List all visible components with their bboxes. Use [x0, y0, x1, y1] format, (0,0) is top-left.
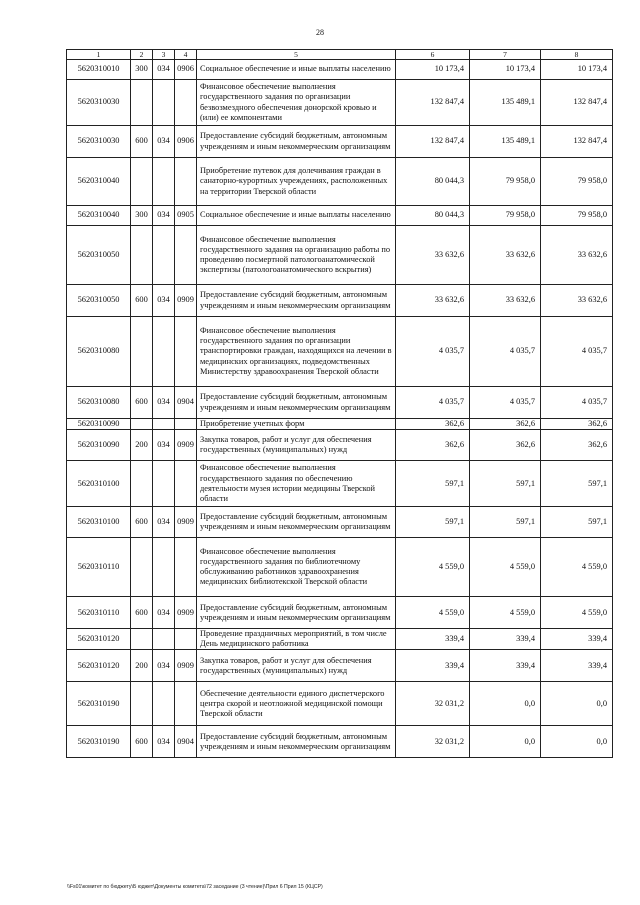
table-row	[67, 126, 613, 158]
cell-amount: 339,4	[396, 629, 470, 650]
table-row	[67, 461, 613, 507]
cell-amount: 4 035,7	[470, 387, 541, 419]
cell-amount: 362,6	[470, 430, 541, 461]
table-row	[67, 682, 613, 726]
cell-section-code	[175, 629, 197, 650]
cell-description: Обеспечение деятельности единого диспетчерского центра скорой и неотложной медицинской помощи Тверской области	[197, 682, 396, 726]
cell-amount: 10 173,4	[470, 60, 541, 80]
cell-department-code: 034	[153, 387, 175, 419]
cell-section-code: 0909	[175, 597, 197, 629]
cell-section-code: 0906	[175, 60, 197, 80]
cell-amount: 4 559,0	[541, 597, 613, 629]
column-number: 4	[175, 50, 197, 60]
cell-description: Финансовое обеспечение выполнения государственного задания по библиотечному обслуживанию работников здравоохранения медицинских библиотекской Тверской области	[197, 538, 396, 597]
cell-section-code	[175, 226, 197, 285]
cell-amount: 339,4	[470, 650, 541, 682]
cell-section-code	[175, 158, 197, 206]
cell-target-code: 5620310080	[67, 387, 131, 419]
cell-department-code	[153, 158, 175, 206]
cell-amount: 362,6	[396, 419, 470, 430]
cell-amount: 339,4	[396, 650, 470, 682]
cell-amount: 33 632,6	[470, 226, 541, 285]
cell-amount: 0,0	[541, 682, 613, 726]
table-row	[67, 430, 613, 461]
cell-amount: 10 173,4	[396, 60, 470, 80]
cell-expense-type	[131, 158, 153, 206]
cell-target-code: 5620310050	[67, 226, 131, 285]
cell-target-code: 5620310030	[67, 126, 131, 158]
budget-table	[66, 49, 613, 758]
cell-amount: 362,6	[396, 430, 470, 461]
cell-amount: 0,0	[470, 682, 541, 726]
cell-description: Закупка товаров, работ и услуг для обеспечения государственных (муниципальных) нужд	[197, 650, 396, 682]
footer-file-path: \\Fs01\комитет по бюджету\Б юджет\Документы комитета\72 заседание (3 чтение)\Прил 6 Прил 15 (КЦСР)	[67, 884, 323, 890]
cell-amount: 362,6	[541, 430, 613, 461]
cell-amount: 4 559,0	[396, 538, 470, 597]
cell-amount: 132 847,4	[396, 80, 470, 126]
cell-description: Предоставление субсидий бюджетным, автономным учреждениям и иным некоммерческим организациям	[197, 126, 396, 158]
cell-section-code: 0905	[175, 206, 197, 226]
cell-description: Предоставление субсидий бюджетным, автономным учреждениям и иным некоммерческим организациям	[197, 726, 396, 758]
cell-amount: 79 958,0	[541, 158, 613, 206]
cell-amount: 597,1	[396, 507, 470, 538]
table-row	[67, 60, 613, 80]
cell-amount: 4 559,0	[396, 597, 470, 629]
cell-expense-type: 600	[131, 387, 153, 419]
cell-section-code	[175, 419, 197, 430]
cell-amount: 135 489,1	[470, 80, 541, 126]
cell-amount: 32 031,2	[396, 726, 470, 758]
cell-amount: 597,1	[396, 461, 470, 507]
column-number: 3	[153, 50, 175, 60]
cell-department-code	[153, 80, 175, 126]
cell-description: Социальное обеспечение и иные выплаты населению	[197, 60, 396, 80]
cell-target-code: 5620310080	[67, 317, 131, 387]
cell-amount: 4 035,7	[470, 317, 541, 387]
cell-description: Проведение праздничных мероприятий, в том числе День медицинского работника	[197, 629, 396, 650]
cell-section-code: 0909	[175, 430, 197, 461]
cell-expense-type: 600	[131, 726, 153, 758]
cell-department-code: 034	[153, 126, 175, 158]
cell-expense-type	[131, 419, 153, 430]
cell-department-code: 034	[153, 650, 175, 682]
cell-expense-type	[131, 80, 153, 126]
cell-expense-type: 600	[131, 597, 153, 629]
cell-amount: 132 847,4	[396, 126, 470, 158]
cell-amount: 597,1	[541, 507, 613, 538]
cell-amount: 4 559,0	[470, 538, 541, 597]
cell-department-code: 034	[153, 597, 175, 629]
cell-amount: 135 489,1	[470, 126, 541, 158]
cell-description: Предоставление субсидий бюджетным, автономным учреждениям и иным некоммерческим организациям	[197, 285, 396, 317]
cell-amount: 4 035,7	[541, 317, 613, 387]
cell-expense-type: 600	[131, 126, 153, 158]
cell-department-code: 034	[153, 206, 175, 226]
cell-section-code	[175, 461, 197, 507]
cell-target-code: 5620310090	[67, 430, 131, 461]
cell-target-code: 5620310190	[67, 726, 131, 758]
cell-section-code: 0906	[175, 126, 197, 158]
cell-expense-type	[131, 317, 153, 387]
cell-expense-type	[131, 682, 153, 726]
cell-department-code: 034	[153, 507, 175, 538]
cell-amount: 362,6	[541, 419, 613, 430]
cell-target-code: 5620310190	[67, 682, 131, 726]
cell-section-code: 0904	[175, 726, 197, 758]
cell-amount: 33 632,6	[396, 285, 470, 317]
column-number: 7	[470, 50, 541, 60]
page-number: 28	[316, 28, 324, 37]
cell-amount: 132 847,4	[541, 126, 613, 158]
cell-description: Предоставление субсидий бюджетным, автономным учреждениям и иным некоммерческим организациям	[197, 597, 396, 629]
column-number: 6	[396, 50, 470, 60]
cell-amount: 4 035,7	[396, 317, 470, 387]
cell-section-code	[175, 682, 197, 726]
cell-amount: 362,6	[470, 419, 541, 430]
cell-amount: 4 559,0	[541, 538, 613, 597]
cell-department-code	[153, 317, 175, 387]
cell-expense-type	[131, 461, 153, 507]
cell-description: Финансовое обеспечение выполнения государственного задания по организации безвозмездного обеспечения донорской кровью и (или) ее компонентами	[197, 80, 396, 126]
cell-description: Предоставление субсидий бюджетным, автономным учреждениям и иным некоммерческим организациям	[197, 507, 396, 538]
cell-target-code: 5620310030	[67, 80, 131, 126]
cell-description: Финансовое обеспечение выполнения государственного задания по обеспечению деятельности музея истории медицины Тверской области	[197, 461, 396, 507]
cell-section-code	[175, 80, 197, 126]
cell-amount: 597,1	[470, 507, 541, 538]
cell-amount: 4 035,7	[541, 387, 613, 419]
cell-section-code: 0909	[175, 650, 197, 682]
cell-amount: 79 958,0	[541, 206, 613, 226]
cell-amount: 597,1	[541, 461, 613, 507]
cell-amount: 33 632,6	[396, 226, 470, 285]
table-row	[67, 387, 613, 419]
table-row	[67, 629, 613, 650]
cell-section-code	[175, 317, 197, 387]
cell-department-code	[153, 226, 175, 285]
cell-amount: 339,4	[470, 629, 541, 650]
cell-description: Закупка товаров, работ и услуг для обеспечения государственных (муниципальных) нужд	[197, 430, 396, 461]
cell-target-code: 5620310110	[67, 597, 131, 629]
cell-section-code: 0909	[175, 285, 197, 317]
table-header-row	[67, 50, 613, 60]
table-row	[67, 507, 613, 538]
cell-section-code	[175, 538, 197, 597]
cell-amount: 339,4	[541, 650, 613, 682]
cell-amount: 4 035,7	[396, 387, 470, 419]
cell-amount: 79 958,0	[470, 206, 541, 226]
cell-amount: 33 632,6	[541, 285, 613, 317]
table-row	[67, 206, 613, 226]
table-row	[67, 597, 613, 629]
cell-amount: 0,0	[541, 726, 613, 758]
cell-department-code: 034	[153, 285, 175, 317]
column-number: 2	[131, 50, 153, 60]
cell-section-code: 0909	[175, 507, 197, 538]
cell-department-code	[153, 419, 175, 430]
cell-amount: 132 847,4	[541, 80, 613, 126]
cell-expense-type	[131, 226, 153, 285]
cell-expense-type: 200	[131, 430, 153, 461]
cell-description: Финансовое обеспечение выполнения государственного задания по организации транспортировки граждан, находящихся на лечении в медицинских организациях, подведомственных Министерству здравоохранения Тверской области	[197, 317, 396, 387]
column-number: 8	[541, 50, 613, 60]
cell-expense-type: 600	[131, 285, 153, 317]
table-row	[67, 317, 613, 387]
cell-department-code	[153, 682, 175, 726]
cell-amount: 33 632,6	[541, 226, 613, 285]
cell-target-code: 5620310090	[67, 419, 131, 430]
cell-amount: 0,0	[470, 726, 541, 758]
cell-description: Финансовое обеспечение выполнения государственного задания на организацию работы по проведению посмертной патологоанатомической экспертизы (патологоанатомического вскрытия)	[197, 226, 396, 285]
cell-amount: 80 044,3	[396, 206, 470, 226]
cell-amount: 339,4	[541, 629, 613, 650]
cell-expense-type: 300	[131, 60, 153, 80]
column-number: 1	[67, 50, 131, 60]
cell-target-code: 5620310100	[67, 507, 131, 538]
cell-section-code: 0904	[175, 387, 197, 419]
cell-amount: 10 173,4	[541, 60, 613, 80]
table-row	[67, 158, 613, 206]
cell-target-code: 5620310120	[67, 650, 131, 682]
cell-department-code	[153, 538, 175, 597]
cell-department-code: 034	[153, 726, 175, 758]
cell-department-code	[153, 629, 175, 650]
table-row	[67, 419, 613, 430]
cell-target-code: 5620310110	[67, 538, 131, 597]
cell-expense-type: 600	[131, 507, 153, 538]
cell-amount: 4 559,0	[470, 597, 541, 629]
cell-target-code: 5620310040	[67, 206, 131, 226]
cell-target-code: 5620310120	[67, 629, 131, 650]
cell-target-code: 5620310100	[67, 461, 131, 507]
cell-amount: 79 958,0	[470, 158, 541, 206]
cell-expense-type: 200	[131, 650, 153, 682]
cell-department-code	[153, 461, 175, 507]
cell-expense-type: 300	[131, 206, 153, 226]
cell-department-code: 034	[153, 60, 175, 80]
table-row	[67, 226, 613, 285]
cell-target-code: 5620310010	[67, 60, 131, 80]
cell-amount: 32 031,2	[396, 682, 470, 726]
table-row	[67, 538, 613, 597]
table-row	[67, 650, 613, 682]
table-row	[67, 285, 613, 317]
cell-department-code: 034	[153, 430, 175, 461]
cell-description: Приобретение путевок для долечивания граждан в санаторно-курортных учреждениях, расположенных на территории Тверской области	[197, 158, 396, 206]
cell-expense-type	[131, 629, 153, 650]
cell-target-code: 5620310050	[67, 285, 131, 317]
cell-description: Предоставление субсидий бюджетным, автономным учреждениям и иным некоммерческим организациям	[197, 387, 396, 419]
table-row	[67, 80, 613, 126]
cell-amount: 80 044,3	[396, 158, 470, 206]
cell-amount: 597,1	[470, 461, 541, 507]
cell-expense-type	[131, 538, 153, 597]
cell-description: Приобретение учетных форм	[197, 419, 396, 430]
cell-amount: 33 632,6	[470, 285, 541, 317]
column-number: 5	[197, 50, 396, 60]
cell-target-code: 5620310040	[67, 158, 131, 206]
table-row	[67, 726, 613, 758]
cell-description: Социальное обеспечение и иные выплаты населению	[197, 206, 396, 226]
